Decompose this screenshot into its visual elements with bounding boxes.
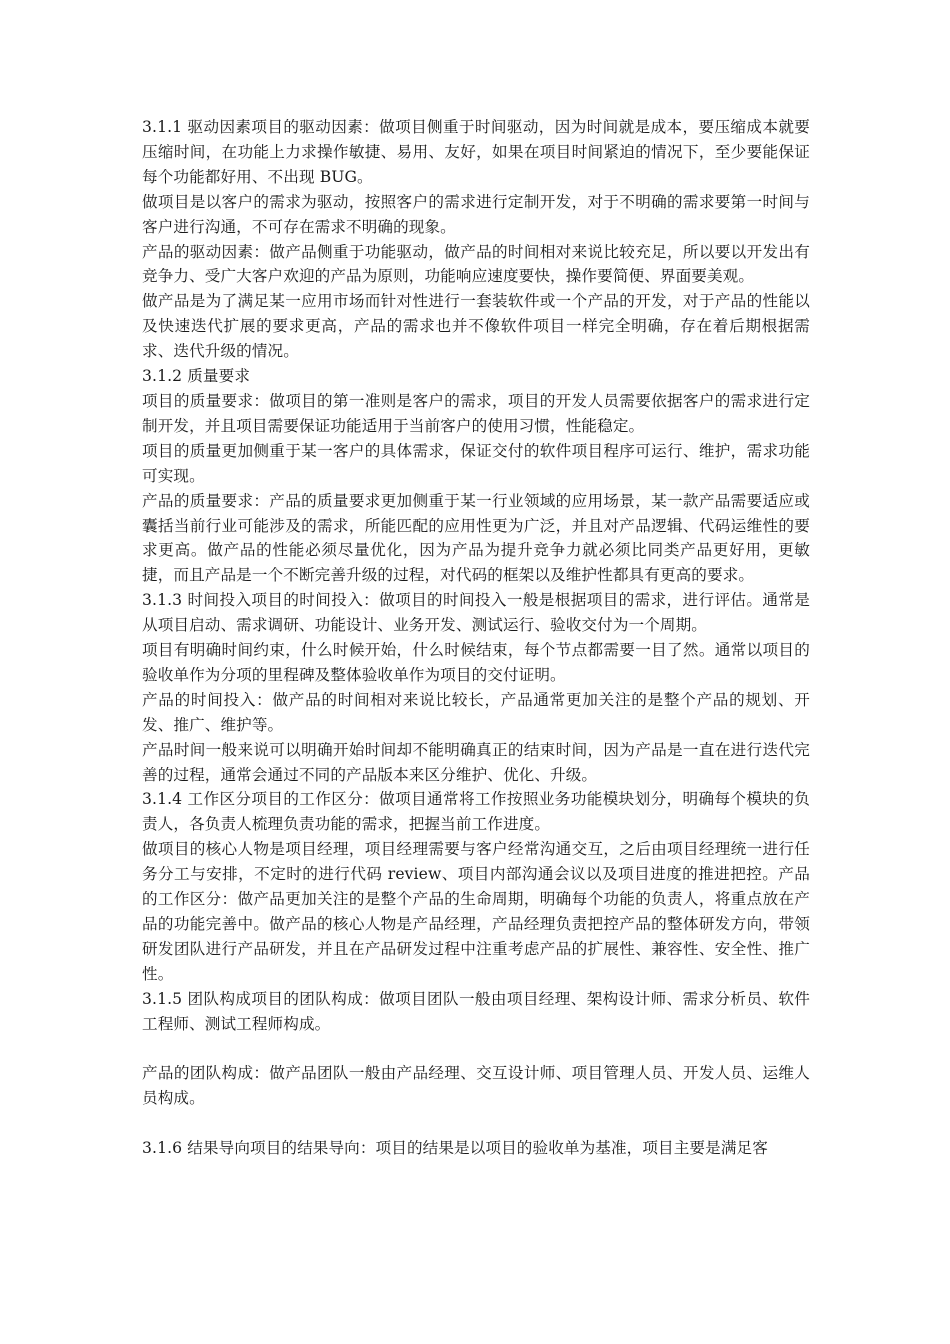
paragraph-3-1-3: 3.1.3 时间投入项目的时间投入：做项目的时间投入一般是根据项目的需求，进行评估。通常是从项目启动、需求调研、功能设计、业务开发、测试运行、验收交付为一个周期。 — [142, 591, 810, 635]
paragraph: 做项目是以客户的需求为驱动，按照客户的需求进行定制开发，对于不明确的需求要第一时间与客户进行沟通，不可存在需求不明确的现象。 — [142, 192, 810, 236]
paragraph-3-1-5: 3.1.5 团队构成项目的团队构成：做项目团队一般由项目经理、架构设计师、需求分析员、软件工程师、测试工程师构成。 — [142, 989, 810, 1033]
document-body — [142, 115, 810, 1161]
paragraph: 产品的质量要求：产品的质量要求更加侧重于某一行业领域的应用场景，某一款产品需要适应或囊括当前行业可能涉及的需求，所能匹配的应用性更为广泛，并且对产品逻辑、代码运维性的要求更高。做产品的性能必须尽量优化，因为产品为提升竞争力就必须比同类产品更好用，更敏捷，而且产品是一个不断完善升级的过程，对代码的框架以及维护性都具有更高的要求。 — [142, 491, 810, 585]
paragraph: 产品的时间投入：做产品的时间相对来说比较长，产品通常更加关注的是整个产品的规划、开发、推广、维护等。 — [142, 690, 810, 734]
paragraph: 产品的团队构成：做产品团队一般由产品经理、交互设计师、项目管理人员、开发人员、运维人员构成。 — [142, 1064, 810, 1108]
paragraph: 项目的质量更加侧重于某一客户的具体需求，保证交付的软件项目程序可运行、维护，需求功能可实现。 — [142, 441, 810, 485]
paragraph: 做项目的核心人物是项目经理，项目经理需要与客户经常沟通交互，之后由项目经理统一进行任务分工与安排，不定时的进行代码 review、项目内部沟通会议以及项目进度的推进把控。产品的工作区分：做产品更加关注的是整个产品的生命周期，明确每个功能的负责人，将重点放在产品的功能完善中。做产品的核心人物是产品经理，产品经理负责把控产品的整体研发方向，带领研发团队进行产品研发，并且在产品研发过程中注重考虑产品的扩展性、兼容性、安全性、推广性。 — [142, 840, 810, 983]
paragraph-3-1-4: 3.1.4 工作区分项目的工作区分：做项目通常将工作按照业务功能模块划分，明确每个模块的负责人，各负责人梳理负责功能的需求，把握当前工作进度。 — [142, 790, 810, 834]
paragraph: 做产品是为了满足某一应用市场而针对性进行一套装软件或一个产品的开发，对于产品的性能以及快速迭代扩展的要求更高，产品的需求也并不像软件项目一样完全明确，存在着后期根据需求、迭代升级的情况。 — [142, 292, 810, 361]
section-heading-3-1-2: 3.1.2 质量要求 — [142, 367, 251, 386]
paragraph-3-1-1: 3.1.1 驱动因素项目的驱动因素：做项目侧重于时间驱动，因为时间就是成本，要压缩成本就要压缩时间，在功能上力求操作敏捷、易用、友好，如果在项目时间紧迫的情况下，至少要能保证每个功能都好用、不出现 BUG。 — [142, 118, 810, 186]
paragraph: 项目的质量要求：做项目的第一准则是客户的需求，项目的开发人员需要依据客户的需求进行定制开发，并且项目需要保证功能适用于当前客户的使用习惯，性能稳定。 — [142, 391, 810, 435]
paragraph: 项目有明确时间约束，什么时候开始，什么时候结束，每个节点都需要一目了然。通常以项目的验收单作为分项的里程碑及整体验收单作为项目的交付证明。 — [142, 641, 810, 684]
paragraph-3-1-6: 3.1.6 结果导向项目的结果导向：项目的结果是以项目的验收单为基准，项目主要是满足客 — [142, 1139, 768, 1158]
paragraph: 产品的驱动因素：做产品侧重于功能驱动，做产品的时间相对来说比较充足，所以要以开发出有竞争力、受广大客户欢迎的产品为原则，功能响应速度要快，操作要简便、界面要美观。 — [142, 242, 810, 286]
paragraph: 产品时间一般来说可以明确开始时间却不能明确真正的结束时间，因为产品是一直在进行迭代完善的过程，通常会通过不同的产品版本来区分维护、优化、升级。 — [142, 740, 810, 784]
